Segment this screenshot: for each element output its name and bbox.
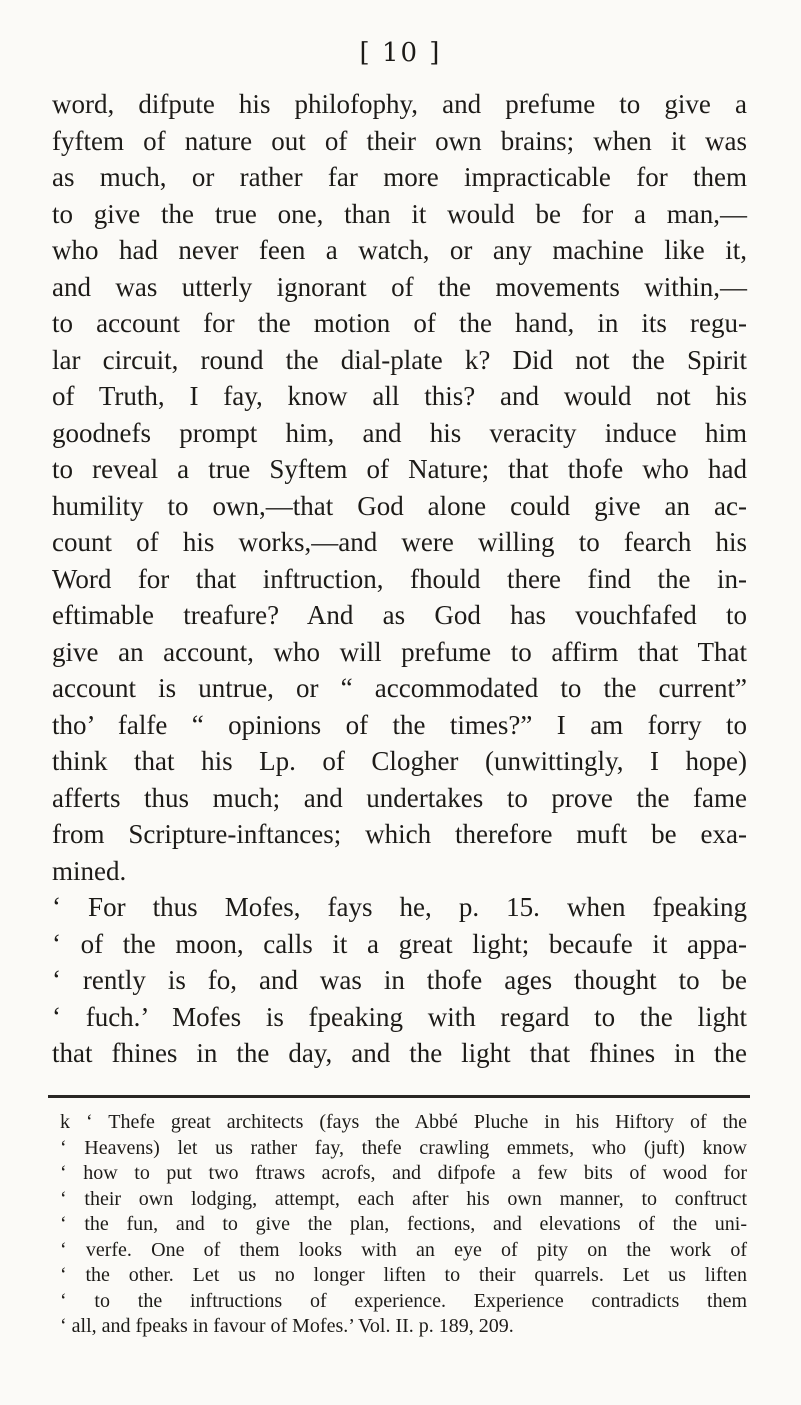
text-line: give an account, who will prefume to affirm that That	[52, 636, 747, 667]
text-line: account is untrue, or “ accommodated to the current”	[52, 673, 747, 703]
text-line: eftimable treafure? And as God has vouchfafed to	[52, 600, 747, 630]
footnote-divider	[48, 1095, 750, 1098]
text-line: who had never feen a watch, or any machine like it,	[52, 235, 747, 265]
text-line: mined.	[52, 855, 127, 886]
page-number: [ 10 ]	[359, 38, 442, 68]
footnote	[60, 1110, 747, 1340]
text-line: afferts thus much; and undertakes to prove the fame	[52, 782, 747, 813]
text-line: count of his works,—and were willing to fearch his	[52, 527, 747, 557]
text-line: to give the true one, than it would be for a man,—	[52, 198, 747, 229]
text-line: ‘ fuch.’ Mofes is fpeaking with regard to the light	[52, 1001, 747, 1032]
text-line: goodnefs prompt him, and his veracity induce him	[52, 417, 747, 448]
text-line: of Truth, I fay, know all this? and would not his	[52, 381, 747, 411]
footnote-line: ‘ all, and fpeaks in favour of Mofes.’ Vol. II. p. 189, 209.	[60, 1315, 514, 1337]
text-line: humility to own,—that God alone could give an ac-	[52, 490, 747, 521]
footnote-line: ‘ verfe. One of them looks with an eye of pity on the work of	[60, 1238, 747, 1261]
footnote-line: k ‘ Thefe great architects (fays the Abbé Pluche in his Hiftory of the	[60, 1111, 747, 1133]
text-line: Word for that inftruction, fhould there find the in-	[52, 563, 747, 594]
footnote-line: ‘ Heavens) let us rather fay, thefe crawling emmets, who (juft) know	[60, 1136, 747, 1159]
text-line: from Scripture-inftances; which therefore muft be exa-	[52, 819, 747, 849]
main-text	[52, 86, 747, 1072]
footnote-line: ‘ their own lodging, attempt, each after his own manner, to conftruct	[60, 1187, 747, 1210]
footnote-line: ‘ the other. Let us no longer liften to their quarrels. Let us liften	[60, 1264, 747, 1286]
text-line: tho’ falfe “ opinions of the times?” I am forry to	[52, 709, 747, 740]
text-line: ‘ For thus Mofes, fays he, p. 15. when fpeaking	[52, 892, 747, 922]
text-line: ‘ rently is fo, and was in thofe ages thought to be	[52, 965, 747, 995]
text-line: think that his Lp. of Clogher (unwittingly, I hope)	[52, 746, 747, 776]
text-line: as much, or rather far more impracticable for them	[52, 162, 747, 192]
text-line: fyftem of nature out of their own brains; when it was	[52, 125, 747, 156]
text-line: that fhines in the day, and the light that fhines in the	[52, 1038, 747, 1068]
text-line: ‘ of the moon, calls it a great light; becaufe it appa-	[52, 928, 747, 959]
footnote-line: ‘ how to put two ftraws acrofs, and difpofe a few bits of wood for	[60, 1162, 747, 1184]
text-line: to account for the motion of the hand, in its regu-	[52, 308, 747, 338]
footnote-line: ‘ to the inftructions of experience. Experience contradicts them	[60, 1289, 747, 1312]
text-line: and was utterly ignorant of the movements within,—	[52, 271, 747, 302]
text-line: word, difpute his philofophy, and prefume to give a	[52, 89, 747, 119]
text-line: to reveal a true Syftem of Nature; that thofe who had	[52, 454, 747, 484]
footnote-line: ‘ the fun, and to give the plan, fections, and elevations of the uni-	[60, 1213, 747, 1235]
text-line: lar circuit, round the dial-plate k? Did not the Spirit	[52, 344, 747, 375]
